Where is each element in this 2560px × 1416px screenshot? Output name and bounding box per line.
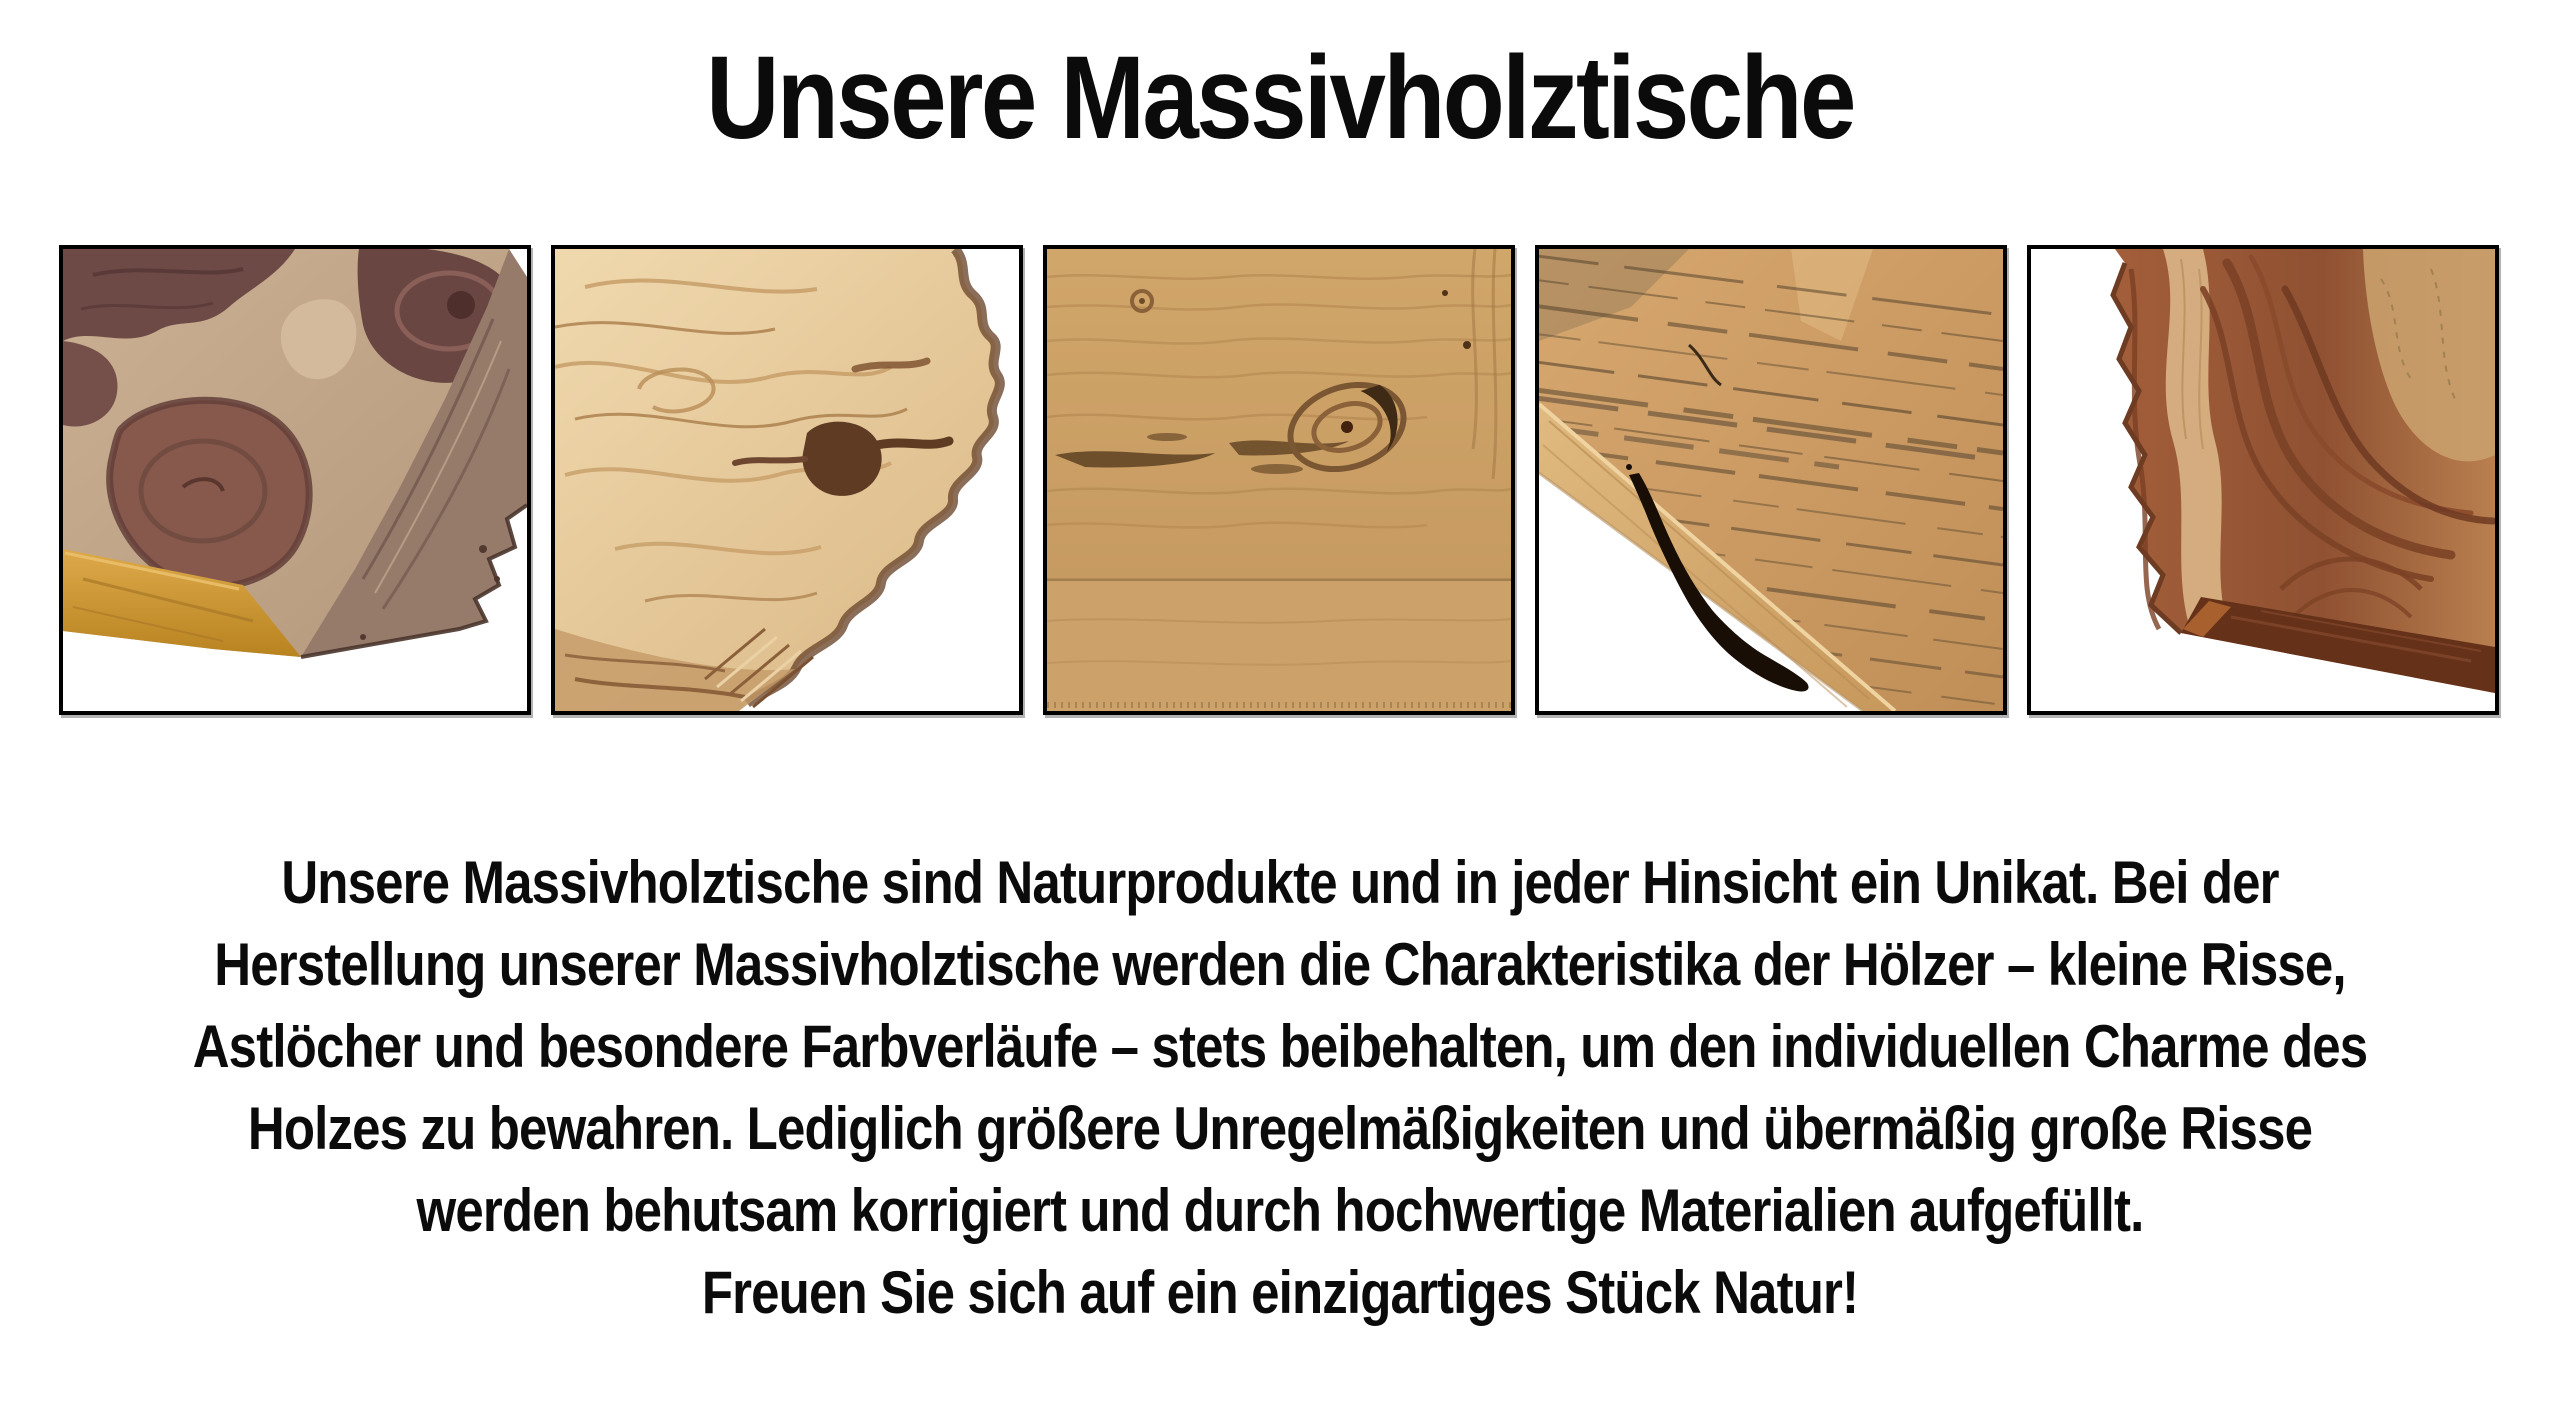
paragraph-line-6: Freuen Sie sich auf ein einzigartiges Stück Natur! — [701, 1259, 1859, 1326]
wood-image-2 — [555, 249, 1019, 711]
page-title: Unsere Massivholztische — [706, 32, 1854, 164]
wood-frame-2 — [551, 245, 1023, 715]
wood-image-3 — [1047, 249, 1511, 711]
paragraph-line-3: Astlöcher und besondere Farbverläufe – stets beibehalten, um den individuellen Charme des — [192, 1013, 2368, 1080]
paragraph-line-1: Unsere Massivholztische sind Naturprodukte und in jeder Hinsicht ein Unikat. Bei der — [281, 849, 2279, 916]
paragraph-line-4: Holzes zu bewahren. Lediglich größere Unregelmäßigkeiten und übermäßig große Risse — [247, 1095, 2313, 1162]
wood-image-1 — [63, 249, 527, 711]
wood-frame-4 — [1535, 245, 2007, 715]
wood-frame-5 — [2027, 245, 2499, 715]
description-paragraph — [192, 842, 2368, 1334]
wood-gallery — [59, 245, 2499, 715]
wood-frame-1 — [59, 245, 531, 715]
wood-image-5 — [2031, 249, 2495, 711]
wood-image-4 — [1539, 249, 2003, 711]
paragraph-line-2: Herstellung unserer Massivholztische werden die Charakteristika der Hölzer – kleine Risse, — [214, 931, 2346, 998]
wood-frame-3 — [1043, 245, 1515, 715]
paragraph-line-5: werden behutsam korrigiert und durch hochwertige Materialien aufgefüllt. — [416, 1177, 2144, 1244]
